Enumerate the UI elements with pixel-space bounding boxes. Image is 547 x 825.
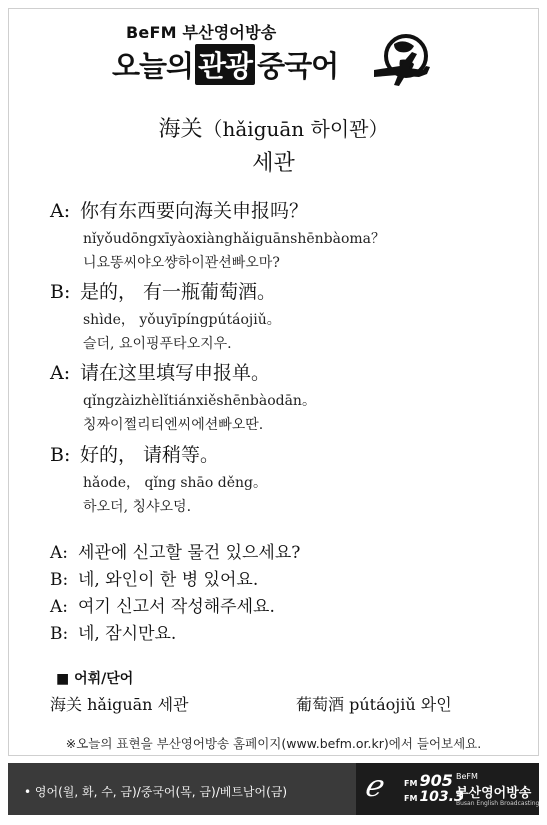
vocab-meaning: 와인 bbox=[420, 695, 452, 714]
station-subtitle: Busan English Broadcasting bbox=[456, 800, 540, 807]
pronunciation-line: 니요똥씨야오썅하이꽌션빠오마? bbox=[83, 255, 280, 271]
korean-line: 네, 와인이 한 병 있어요. bbox=[78, 570, 259, 590]
title-pre: 오늘의 bbox=[112, 49, 194, 83]
chinese-line: 好的， 请稍等。 bbox=[80, 444, 220, 466]
topic-chinese: 海关 bbox=[158, 117, 203, 142]
speaker-label: B: bbox=[50, 624, 69, 644]
program-title bbox=[112, 44, 338, 85]
dialogue-entry bbox=[50, 358, 520, 434]
chinese-line: 是的， 有一瓶葡萄酒。 bbox=[80, 281, 277, 303]
title-post: 중국어 bbox=[257, 49, 339, 83]
pinyin-line: nǐyǒudōngxīyàoxiànghǎiguānshēnbàoma？ bbox=[83, 231, 386, 247]
vocab-meaning: 세관 bbox=[157, 695, 189, 714]
pinyin-line: qǐngzàizhèlǐtiánxiěshēnbàodān。 bbox=[83, 393, 316, 409]
speaker-label: B: bbox=[50, 444, 71, 466]
korean-translation bbox=[50, 538, 520, 646]
frequency-905: FM 905 bbox=[404, 771, 453, 790]
station-name: 부산영어방송 bbox=[456, 786, 532, 801]
dialogue-entry bbox=[50, 440, 520, 516]
pronunciation-line: 슬더, 요이핑푸타오지우. bbox=[83, 336, 232, 352]
pronunciation-line: 칭짜이쩔리티엔씨에션빠오딴. bbox=[83, 417, 264, 433]
title-highlight: 관광 bbox=[195, 44, 255, 85]
dialogue-entry bbox=[50, 277, 520, 353]
vocab-word: 葡萄酒 bbox=[296, 695, 345, 714]
globe-airplane-icon bbox=[370, 30, 436, 86]
pinyin-line: hǎode， qǐng shāo děng。 bbox=[83, 475, 268, 491]
topic-heading bbox=[0, 112, 547, 143]
vocab-pinyin: pútáojiǔ bbox=[349, 695, 416, 714]
korean-line: 네, 잠시만요. bbox=[78, 624, 177, 644]
chinese-line: 你有东西要向海关申报吗？ bbox=[80, 200, 309, 222]
chinese-line: 请在这里填写申报单。 bbox=[80, 362, 271, 384]
speaker-label: A: bbox=[50, 597, 69, 617]
korean-line: 세관에 신고할 물건 있으세요? bbox=[78, 543, 301, 563]
pinyin-line: shìde， yǒuyīpíngpútáojiǔ。 bbox=[83, 312, 281, 328]
speaker-label: A: bbox=[50, 362, 71, 384]
broadcast-schedule: • 영어(월, 화, 수, 금)/중국어(목, 금)/베트남어(금) bbox=[24, 785, 288, 799]
station-brand: BeFM bbox=[456, 772, 478, 781]
speaker-label: A: bbox=[50, 543, 69, 563]
brand-label: BeFM 부산영어방송 bbox=[126, 23, 277, 42]
pronunciation-line: 하오더, 칭샤오덩. bbox=[83, 499, 192, 515]
listen-note: ※오늘의 표현을 부산영어방송 홈페이지(www.befm.or.kr)에서 들어보세요. bbox=[65, 736, 482, 751]
station-swirl-icon: ℯ bbox=[364, 769, 382, 804]
korean-line: 여기 신고서 작성해주세요. bbox=[78, 597, 275, 617]
vocab-item bbox=[50, 692, 188, 715]
topic-pinyin: （hǎiguān 하이꽌） bbox=[202, 117, 389, 141]
vocab-item bbox=[296, 692, 452, 715]
vocab-pinyin: hǎiguān bbox=[87, 695, 153, 714]
speaker-label: B: bbox=[50, 570, 69, 590]
topic-korean: 세관 bbox=[252, 151, 295, 176]
speaker-label: A: bbox=[50, 200, 71, 222]
speaker-label: B: bbox=[50, 281, 71, 303]
frequency-1033: FM 103.3 bbox=[404, 789, 464, 805]
vocab-title: ■ 어휘/단어 bbox=[56, 671, 134, 687]
dialogue-entry bbox=[50, 196, 520, 272]
vocab-word: 海关 bbox=[50, 695, 83, 714]
